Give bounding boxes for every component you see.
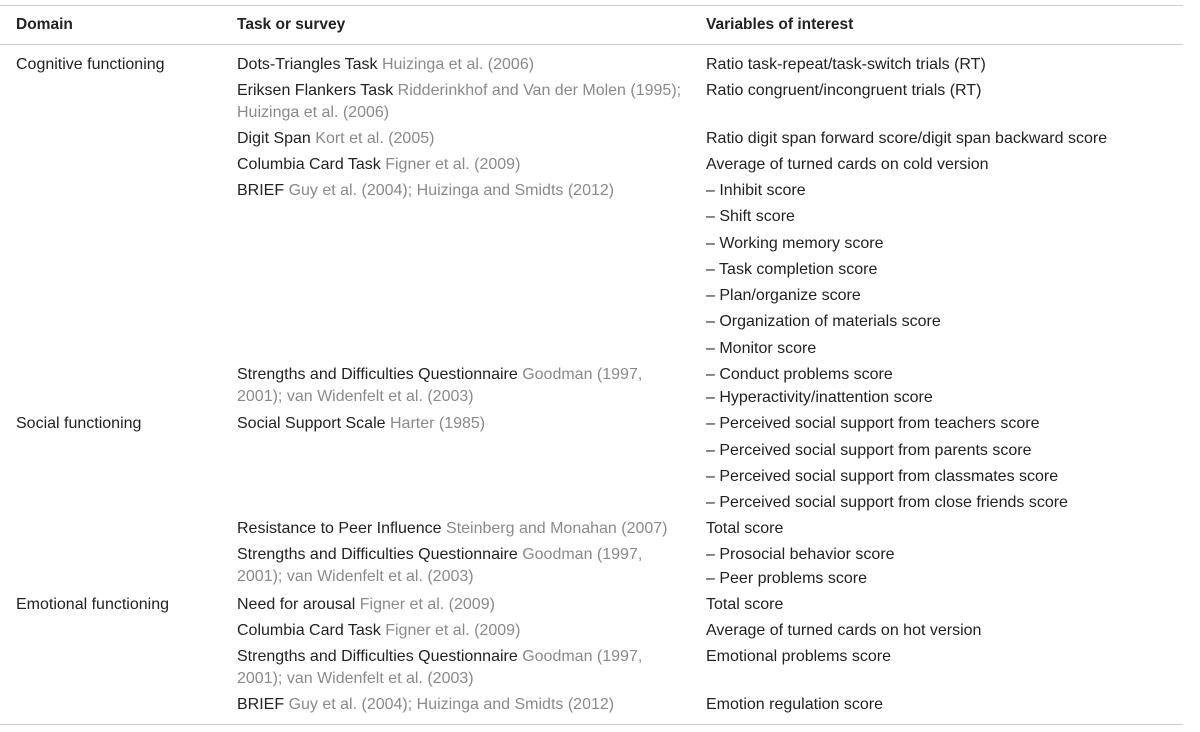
task-need-for-arousal <box>237 594 495 616</box>
table-top-rule <box>0 5 1183 6</box>
task-ref: Goodman (1997, <box>522 648 643 665</box>
task-flankers-ref2: Huizinga et al. (2006) <box>237 104 390 121</box>
task-sdq-2 <box>237 544 642 566</box>
variable-item: – Perceived social support from teachers score <box>706 415 1040 432</box>
task-name: Columbia Card Task <box>237 622 381 639</box>
task-sdq-1 <box>237 364 642 386</box>
variable-item: Average of turned cards on cold version <box>706 156 989 173</box>
task-ref: Figner et al. (2009) <box>385 622 521 639</box>
task-ref: Goodman (1997, <box>522 366 643 383</box>
task-ref: Kort et al. (2005) <box>315 130 435 147</box>
task-ref: Harter (1985) <box>389 415 486 432</box>
task-brief-1: BRIEF Guy et al. (2004); Huizinga and Smidts (2012) <box>237 182 615 199</box>
task-sdq-1-cont: 2001); van Widenfelt et al. (2003) <box>237 388 474 405</box>
variable-item: – Perceived social support from close friends score <box>706 494 1068 511</box>
task-ref: Huizinga and Smidts (2012) <box>416 182 615 199</box>
task-ref: Steinberg and Monahan (2007) <box>446 520 668 537</box>
variable-item: – Prosocial behavior score <box>706 546 895 563</box>
variable-item: – Inhibit score <box>706 182 806 199</box>
variable-item: – Shift score <box>706 208 795 225</box>
task-name: Digit Span <box>237 130 311 147</box>
task-columbia-card-cold <box>237 154 520 176</box>
task-peer-influence <box>237 518 668 540</box>
variable-item: – Perceived social support from parents score <box>706 442 1032 459</box>
variable-item: – Hyperactivity/inattention score <box>706 389 933 406</box>
variable-item: – Monitor score <box>706 340 817 357</box>
task-name: Eriksen Flankers Task <box>237 82 394 99</box>
task-sdq-3 <box>237 646 642 668</box>
task-name: Strengths and Difficulties Questionnaire <box>237 648 518 665</box>
variable-item: Total score <box>706 520 784 537</box>
task-name: BRIEF <box>237 696 285 713</box>
task-name: BRIEF <box>237 182 285 199</box>
variable-item: – Plan/organize score <box>706 287 861 304</box>
variable-item: Average of turned cards on hot version <box>706 622 982 639</box>
table-bottom-rule <box>0 724 1183 725</box>
variable-item: – Perceived social support from classmates score <box>706 468 1059 485</box>
task-ref: Guy et al. (2004) <box>288 182 408 199</box>
task-name: Strengths and Difficulties Questionnaire <box>237 366 518 383</box>
task-name: Strengths and Difficulties Questionnaire <box>237 546 518 563</box>
task-social-support-scale <box>237 413 485 435</box>
domain-cognitive: Cognitive functioning <box>16 56 165 73</box>
task-ref: Goodman (1997, <box>522 546 643 563</box>
variable-item: Ratio digit span forward score/digit span backward score <box>706 130 1108 147</box>
task-flankers: Eriksen Flankers Task Ridderinkhof and Van der Molen (1995); <box>237 82 682 99</box>
task-ref: Huizinga et al. (2006) <box>381 56 535 73</box>
variable-item: Emotion regulation score <box>706 696 883 713</box>
header-task: Task or survey <box>237 16 346 33</box>
variable-item: – Organization of materials score <box>706 313 941 330</box>
task-name: Dots-Triangles Task <box>237 56 378 73</box>
task-digit-span <box>237 128 434 150</box>
task-ref: Figner et al. (2009) <box>359 596 495 613</box>
variable-item: Emotional problems score <box>706 648 891 665</box>
variable-item: – Conduct problems score <box>706 366 893 383</box>
task-sdq-3-cont: 2001); van Widenfelt et al. (2003) <box>237 670 474 687</box>
variable-item: – Task completion score <box>706 261 878 278</box>
header-variables: Variables of interest <box>706 16 854 33</box>
task-dots-triangles <box>237 54 534 76</box>
variable-item: – Working memory score <box>706 235 884 252</box>
task-brief-2: BRIEF Guy et al. (2004); Huizinga and Smidts (2012) <box>237 696 615 713</box>
task-ref: Ridderinkhof and Van der Molen (1995) <box>397 82 677 99</box>
variable-item: Ratio task-repeat/task-switch trials (RT) <box>706 56 986 73</box>
task-ref: Huizinga and Smidts (2012) <box>416 696 615 713</box>
domain-emotional: Emotional functioning <box>16 596 169 613</box>
task-name: Columbia Card Task <box>237 156 381 173</box>
task-ref: Figner et al. (2009) <box>385 156 521 173</box>
header-domain: Domain <box>16 16 73 33</box>
task-columbia-card-hot <box>237 620 520 642</box>
header-rule <box>0 44 1183 45</box>
task-name: Resistance to Peer Influence <box>237 520 442 537</box>
task-ref: Guy et al. (2004) <box>288 696 408 713</box>
task-sdq-2-cont: 2001); van Widenfelt et al. (2003) <box>237 568 474 585</box>
variable-item: – Peer problems score <box>706 570 867 587</box>
task-name: Need for arousal <box>237 596 356 613</box>
domain-social: Social functioning <box>16 415 142 432</box>
task-name: Social Support Scale <box>237 415 386 432</box>
variable-item: Total score <box>706 596 784 613</box>
variable-item: Ratio congruent/incongruent trials (RT) <box>706 82 982 99</box>
